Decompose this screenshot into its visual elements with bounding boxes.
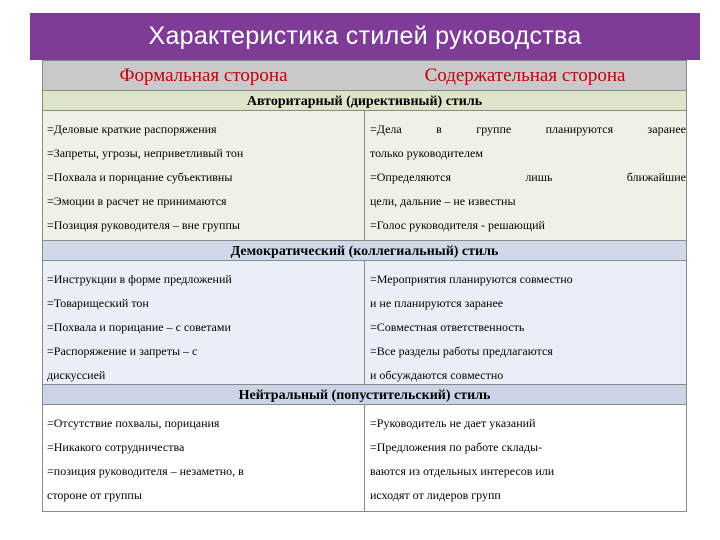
table-line: =Определяются лишь ближайшие [370, 170, 686, 184]
table-line: =Мероприятия планируются совместно [370, 272, 573, 286]
section-title-neutral: Нейтральный (попустительский) стиль [43, 384, 686, 405]
table-line: и не планируются заранее [370, 296, 504, 310]
table-line: =Никакого сотрудничества [47, 440, 185, 454]
table-line: =Запреты, угрозы, неприветливый тон [47, 146, 244, 160]
content-column [364, 261, 686, 384]
table-line: =Совместная ответственность [370, 320, 525, 334]
table-line: =Все разделы работы предлагаются [370, 344, 553, 358]
table-line: стороне от группы [47, 488, 142, 502]
table-line: =Распоряжение и запреты – с [47, 344, 198, 358]
table-line: только руководителем [370, 146, 483, 160]
formal-column [43, 405, 364, 511]
section-title-democratic: Демократический (коллегиальный) стиль [43, 240, 686, 261]
table-line: и обсуждаются совместно [370, 368, 504, 382]
table-line: =Похвала и порицание – с советами [47, 320, 231, 334]
section-body-neutral [43, 405, 686, 511]
table-line: =Отсутствие похвалы, порицания [47, 416, 220, 430]
content-column [364, 405, 686, 511]
header-content-side: Содержательная сторона [424, 65, 626, 86]
formal-column [43, 261, 364, 384]
table-line: =Голос руководителя - решающий [370, 218, 545, 232]
header-formal-side: Формальная сторона [119, 65, 288, 86]
table-line: =Деловые краткие распоряжения [47, 122, 217, 136]
table-line: =Предложения по работе склады- [370, 440, 543, 454]
section-body-authoritarian [43, 111, 686, 240]
formal-column [43, 111, 364, 240]
table-line: дискуссией [47, 368, 106, 382]
slide-title: Характеристика стилей руководства [30, 13, 700, 60]
table-line: =Дела в группе планируются заранее [370, 122, 686, 136]
section-title-authoritarian: Авторитарный (директивный) стиль [43, 90, 686, 111]
table-line: =Эмоции в расчет не принимаются [47, 194, 227, 208]
table-line: исходят от лидеров групп [370, 488, 501, 502]
table-line: =Похвала и порицание субъективны [47, 170, 233, 184]
table-line: цели, дальние – не известны [370, 194, 516, 208]
table-header [43, 61, 686, 91]
table-line: ваются из отдельных интересов или [370, 464, 555, 478]
table-line: =Руководитель не дает указаний [370, 416, 536, 430]
table-line: =позиция руководителя – незаметно, в [47, 464, 244, 478]
styles-table [42, 60, 687, 512]
table-line: =Позиция руководителя – вне группы [47, 218, 240, 232]
table-line: =Инструкции в форме предложений [47, 272, 232, 286]
content-column [364, 111, 686, 240]
section-body-democratic [43, 261, 686, 384]
table-line: =Товарищеский тон [47, 296, 149, 310]
